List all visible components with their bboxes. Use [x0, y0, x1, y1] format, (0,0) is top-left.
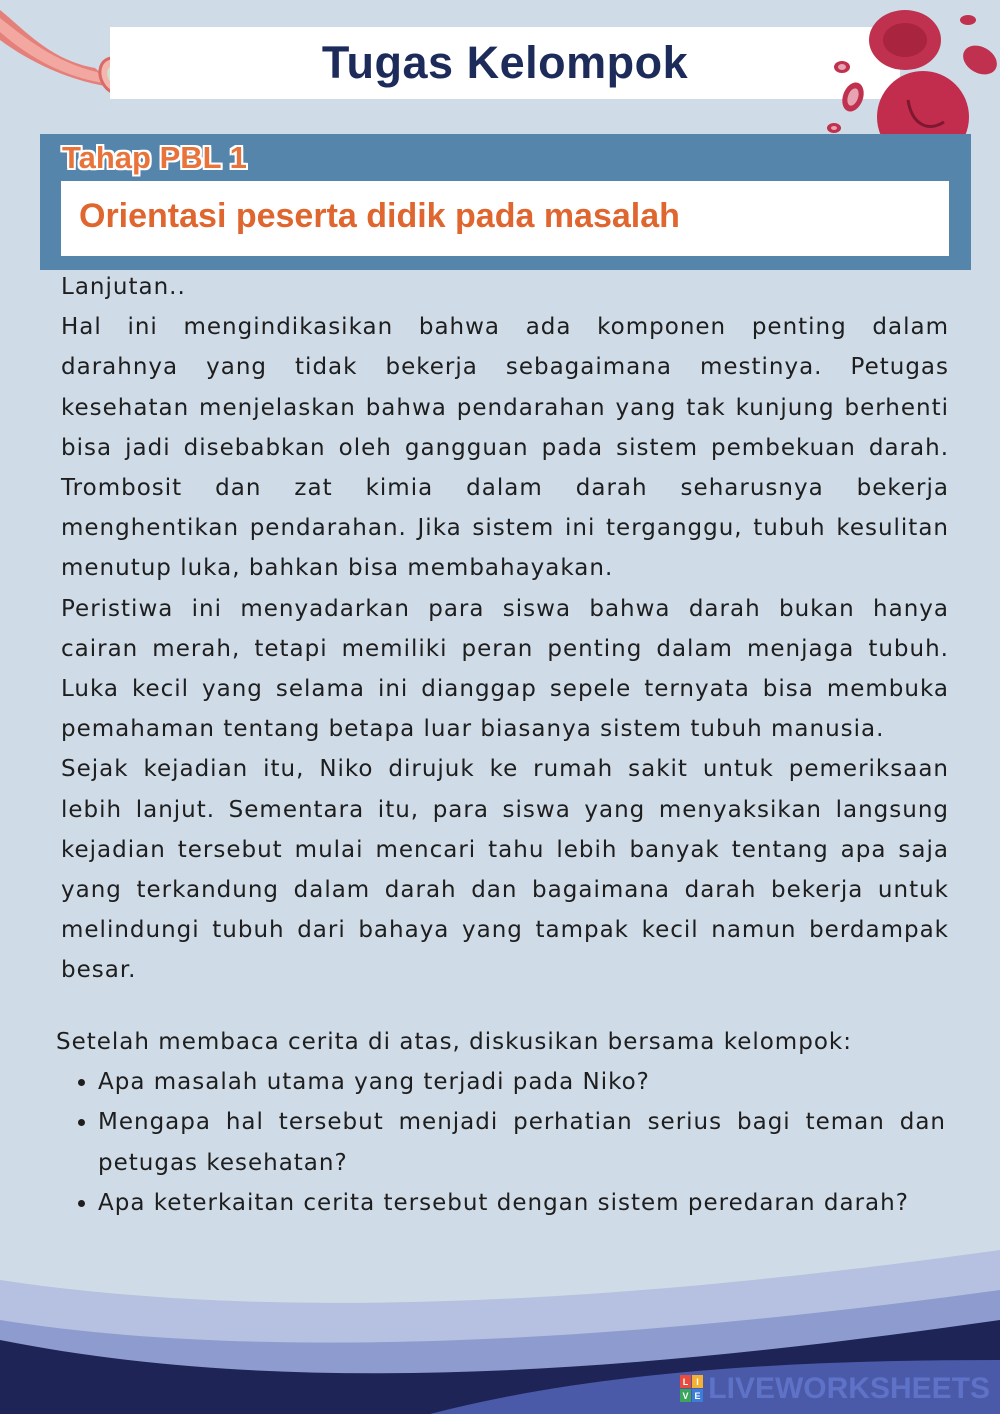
question-item: • Mengapa hal tersebut menjadi perhatian serius bagi teman dan petugas kesehatan?: [98, 1102, 946, 1182]
question-item: • Apa masalah utama yang terjadi pada Niko?: [98, 1062, 946, 1102]
pbl-stage-panel: [40, 134, 971, 270]
story-text: [61, 267, 949, 991]
question-list: [56, 1062, 946, 1223]
pbl-stage-label: Tahap PBL 1: [62, 140, 247, 175]
title-banner: [110, 27, 900, 99]
logo-letter-v: V: [682, 1391, 689, 1401]
pbl-subtitle-box: [61, 181, 949, 256]
pbl-subtitle: Orientasi peserta didik pada masalah: [79, 197, 680, 235]
watermark-text: LIVEWORKSHEETS: [708, 1372, 990, 1405]
story-paragraph: Peristiwa ini menyadarkan para siswa bahwa darah bukan hanya cairan merah, tetapi memiliki peran penting dalam menjaga tubuh. Luka kecil yang selama ini dianggap sepele ternyata bisa membuka pemahaman tentang betapa luar biasanya sistem tubuh manusia.: [61, 595, 949, 743]
page-title: Tugas Kelompok: [321, 37, 689, 88]
logo-letter-e: E: [694, 1391, 701, 1401]
story-paragraph: Hal ini mengindikasikan bahwa ada komponen penting dalam darahnya yang tidak bekerja sebagaimana mestinya. Petugas kesehatan menjelaskan bahwa pendarahan yang tak kunjung berhenti bisa jadi disebabkan oleh gangguan pada sistem pembekuan darah. Trombosit dan zat kimia dalam darah seharusnya bekerja menghentikan pendarahan. Jika sistem ini terganggu, tubuh kesulitan menutup luka, bahkan bisa membahayakan.: [61, 314, 949, 582]
story-paragraph: Sejak kejadian itu, Niko dirujuk ke rumah sakit untuk pemeriksaan lebih lanjut. Sementara itu, para siswa yang menyaksikan langsung kejadian tersebut mulai mencari tahu lebih banyak tentang apa saja yang terkandung dalam darah dan bagaimana darah bekerja untuk melindungi tubuh dari bahaya yang tampak kecil namun berdampak besar.: [61, 756, 949, 984]
story-paragraph: Lanjutan..: [61, 274, 186, 300]
logo-letter-i: I: [696, 1377, 700, 1387]
question-item: • Apa keterkaitan cerita tersebut dengan sistem peredaran darah?: [98, 1183, 946, 1223]
liveworksheets-watermark[interactable]: [680, 1372, 990, 1406]
logo-letter-l: L: [683, 1377, 689, 1387]
discussion-section: [56, 1022, 946, 1223]
discussion-intro: Setelah membaca cerita di atas, diskusikan bersama kelompok:: [56, 1029, 852, 1055]
liveworksheets-logo-icon: [680, 1375, 704, 1403]
